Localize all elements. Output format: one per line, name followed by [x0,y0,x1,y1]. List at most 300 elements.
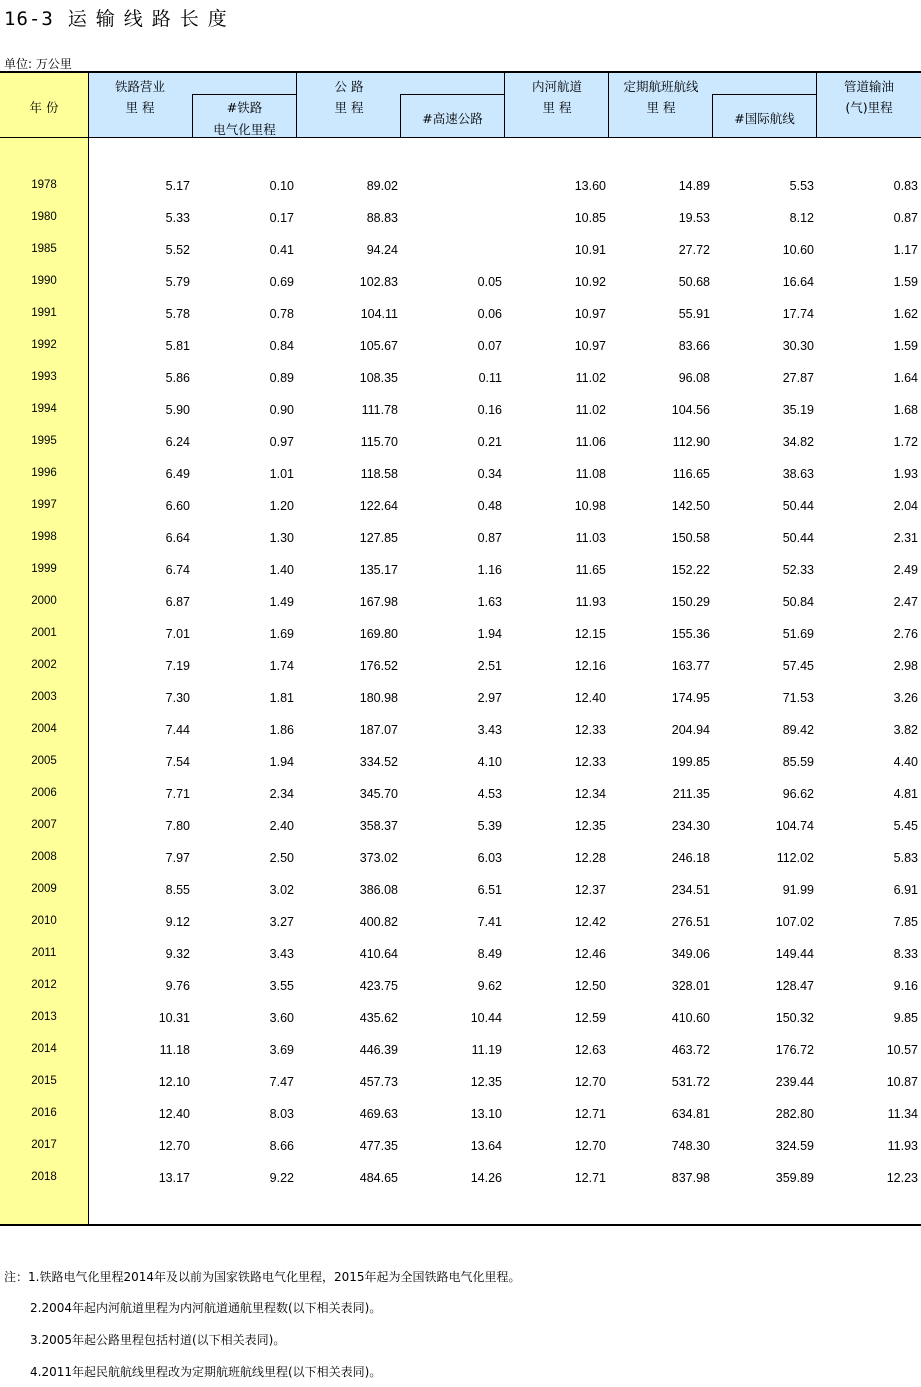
table-row [0,211,921,231]
inland-waterway-cell: 12.34 [574,787,606,801]
road-length-cell: 187.07 [359,723,398,737]
year-cell: 1994 [31,403,57,415]
rail-length-cell: 9.32 [165,947,190,961]
expressway-cell: 13.64 [470,1139,502,1153]
air-international-cell: 16.64 [782,275,814,289]
expressway-cell: 1.94 [477,627,502,641]
header-rail-elec-top: #铁路 [226,100,263,115]
expressway-cell: 1.16 [477,563,502,577]
year-cell: 1993 [31,371,57,383]
air-route-cell: 634.81 [671,1107,710,1121]
year-cell: 1996 [31,467,57,479]
air-international-cell: 85.59 [782,755,814,769]
table-title: 运输线路长度 [67,8,236,30]
inland-waterway-cell: 12.42 [574,915,606,929]
inland-waterway-cell: 11.93 [575,595,606,609]
road-length-cell: 169.80 [359,627,398,641]
rail-length-cell: 8.55 [165,883,190,897]
road-length-cell: 457.73 [359,1075,398,1089]
rail-electrified-cell: 1.49 [269,595,294,609]
pipeline-cell: 1.93 [893,467,918,481]
rail-electrified-cell: 1.69 [269,627,294,641]
air-route-cell: 27.72 [678,243,710,257]
air-international-cell: 176.72 [775,1043,814,1057]
rail-length-cell: 5.81 [165,339,190,353]
air-international-cell: 89.42 [782,723,814,737]
rail-electrified-cell: 0.10 [269,179,294,193]
header-mid-rule-road [401,94,504,95]
table-row [0,947,921,967]
air-route-cell: 328.01 [671,979,710,993]
rail-length-cell: 6.60 [165,499,190,513]
rail-electrified-cell: 2.50 [269,851,294,865]
inland-waterway-cell: 10.97 [574,307,606,321]
table-row [0,979,921,999]
road-length-cell: 446.39 [359,1043,398,1057]
rail-electrified-cell: 1.81 [269,691,294,705]
expressway-cell: 0.05 [477,275,502,289]
pipeline-cell: 0.87 [893,211,918,225]
rail-length-cell: 6.87 [165,595,190,609]
rail-electrified-cell: 0.41 [269,243,294,257]
air-international-cell: 150.32 [775,1011,814,1025]
rail-electrified-cell: 0.78 [269,307,294,321]
rail-length-cell: 9.12 [165,915,190,929]
road-length-cell: 89.02 [366,179,398,193]
year-cell: 2005 [31,755,57,767]
pipeline-cell: 7.85 [893,915,918,929]
rail-electrified-cell: 3.60 [269,1011,294,1025]
road-length-cell: 334.52 [359,755,398,769]
rail-length-cell: 7.80 [165,819,190,833]
unit-label: 单位: 万公里 [4,57,72,71]
expressway-cell: 0.48 [477,499,502,513]
table-row [0,755,921,775]
table-row [0,1171,921,1191]
road-length-cell: 410.64 [359,947,398,961]
air-international-cell: 282.80 [775,1107,814,1121]
air-international-cell: 91.99 [782,883,814,897]
air-route-cell: 204.94 [671,723,710,737]
air-route-cell: 211.35 [672,787,710,801]
year-cell: 2001 [31,627,57,639]
year-cell: 1990 [31,275,57,287]
inland-waterway-cell: 12.71 [574,1107,606,1121]
inland-waterway-cell: 11.03 [575,531,606,545]
year-cell: 2008 [31,851,57,863]
rail-length-cell: 11.18 [159,1043,190,1057]
air-route-cell: 116.65 [672,467,710,481]
air-route-cell: 83.66 [678,339,710,353]
year-cell: 2017 [31,1139,57,1151]
air-international-cell: 50.44 [782,531,814,545]
rail-length-cell: 6.49 [165,467,190,481]
table-row [0,435,921,455]
year-cell: 2018 [31,1171,57,1183]
pipeline-cell: 8.33 [893,947,918,961]
year-cell: 2011 [31,947,57,959]
header-year: 年 份 [29,100,59,115]
pipeline-cell: 5.83 [893,851,918,865]
rail-electrified-cell: 3.69 [269,1043,294,1057]
pipeline-cell: 9.16 [893,979,918,993]
inland-waterway-cell: 12.50 [574,979,606,993]
air-route-cell: 837.98 [671,1171,710,1185]
expressway-cell: 12.35 [470,1075,502,1089]
page-title [4,4,236,31]
inland-waterway-cell: 12.59 [574,1011,606,1025]
rail-length-cell: 7.54 [165,755,190,769]
table-row [0,595,921,615]
expressway-cell: 0.21 [477,435,502,449]
rail-length-cell: 7.19 [165,659,190,673]
expressway-cell: 0.16 [477,403,502,417]
inland-waterway-cell: 10.91 [574,243,606,257]
air-international-cell: 51.69 [782,627,814,641]
table-row [0,371,921,391]
year-cell: 1995 [31,435,57,447]
air-route-cell: 174.95 [671,691,710,705]
header-divider-7 [816,72,817,138]
header-expressway: #高速公路 [422,111,483,126]
air-international-cell: 359.89 [775,1171,814,1185]
table-row [0,1107,921,1127]
year-cell: 2000 [31,595,57,607]
air-international-cell: 96.62 [782,787,814,801]
air-route-cell: 748.30 [671,1139,710,1153]
table-row [0,339,921,359]
air-route-cell: 96.08 [678,371,710,385]
table-row [0,1011,921,1031]
note-4: 4.2011年起民航航线里程改为定期航班航线里程(以下相关表同)。 [30,1365,382,1379]
header-divider-3 [400,94,401,138]
table-row [0,1139,921,1159]
rail-electrified-cell: 0.90 [269,403,294,417]
road-length-cell: 167.98 [359,595,398,609]
rail-electrified-cell: 9.22 [269,1171,294,1185]
pipeline-cell: 10.87 [886,1075,918,1089]
road-length-cell: 122.64 [359,499,398,513]
air-route-cell: 19.53 [678,211,710,225]
inland-waterway-cell: 12.15 [574,627,606,641]
air-route-cell: 155.36 [671,627,710,641]
air-international-cell: 5.53 [789,179,814,193]
table-row [0,819,921,839]
air-international-cell: 149.44 [775,947,814,961]
header-air-intl: #国际航线 [734,111,795,126]
inland-waterway-cell: 12.63 [574,1043,606,1057]
inland-waterway-cell: 11.06 [575,435,606,449]
road-length-cell: 435.62 [359,1011,398,1025]
pipeline-cell: 1.59 [893,339,918,353]
air-international-cell: 38.63 [782,467,814,481]
header-bottom-rule [0,137,921,138]
air-route-cell: 246.18 [671,851,710,865]
rail-electrified-cell: 1.01 [269,467,294,481]
inland-waterway-cell: 10.92 [574,275,606,289]
air-international-cell: 35.19 [782,403,814,417]
rail-length-cell: 5.79 [165,275,190,289]
air-route-cell: 199.85 [671,755,710,769]
air-international-cell: 324.59 [775,1139,814,1153]
expressway-cell: 1.63 [477,595,502,609]
rail-electrified-cell: 0.69 [269,275,294,289]
air-route-cell: 142.50 [671,499,710,513]
inland-waterway-cell: 12.37 [574,883,606,897]
inland-waterway-cell: 12.70 [574,1139,606,1153]
rail-length-cell: 7.44 [165,723,190,737]
header-divider-4 [504,72,505,138]
table-row [0,467,921,487]
rail-electrified-cell: 0.97 [269,435,294,449]
header-rail-top: 铁路营业 [114,79,165,94]
pipeline-cell: 5.45 [893,819,918,833]
inland-waterway-cell: 12.35 [574,819,606,833]
air-international-cell: 128.47 [775,979,814,993]
rail-length-cell: 6.74 [165,563,190,577]
air-international-cell: 104.74 [775,819,814,833]
inland-waterway-cell: 12.16 [574,659,606,673]
header-mid-rule-air [713,94,816,95]
table-row [0,787,921,807]
rail-length-cell: 12.70 [158,1139,190,1153]
rail-length-cell: 7.97 [165,851,190,865]
table-row [0,499,921,519]
table-row [0,1043,921,1063]
air-international-cell: 30.30 [782,339,814,353]
pipeline-cell: 9.85 [893,1011,918,1025]
year-cell: 1980 [31,211,57,223]
rail-electrified-cell: 8.66 [269,1139,294,1153]
rail-electrified-cell: 3.02 [269,883,294,897]
rail-electrified-cell: 8.03 [269,1107,294,1121]
year-cell: 2016 [31,1107,57,1119]
rail-electrified-cell: 3.43 [269,947,294,961]
inland-waterway-cell: 12.33 [574,723,606,737]
rail-electrified-cell: 3.27 [269,915,294,929]
air-route-cell: 14.89 [678,179,710,193]
header-divider-6 [712,94,713,138]
road-length-cell: 108.35 [359,371,398,385]
expressway-cell: 0.06 [477,307,502,321]
header-pipe-top: 管道输油 [843,79,894,94]
rail-length-cell: 7.71 [165,787,190,801]
air-route-cell: 50.68 [678,275,710,289]
air-international-cell: 34.82 [782,435,814,449]
road-length-cell: 423.75 [359,979,398,993]
air-route-cell: 234.30 [671,819,710,833]
expressway-cell: 3.43 [477,723,502,737]
year-cell: 1999 [31,563,57,575]
year-cell: 2013 [31,1011,57,1023]
year-cell: 2002 [31,659,57,671]
road-length-cell: 358.37 [359,819,398,833]
expressway-cell: 14.26 [470,1171,502,1185]
air-route-cell: 55.91 [678,307,710,321]
pipeline-cell: 1.68 [893,403,918,417]
rail-electrified-cell: 1.74 [269,659,294,673]
table-row [0,915,921,935]
header-mid-rule-rail [193,94,296,95]
pipeline-cell: 2.47 [893,595,918,609]
road-length-cell: 484.65 [359,1171,398,1185]
pipeline-cell: 10.57 [886,1043,918,1057]
header-divider-5 [608,72,609,138]
rail-length-cell: 7.01 [165,627,190,641]
pipeline-cell: 6.91 [893,883,918,897]
pipeline-cell: 2.31 [893,531,918,545]
year-cell: 2014 [31,1043,57,1055]
road-length-cell: 135.17 [359,563,398,577]
road-length-cell: 373.02 [359,851,398,865]
rail-electrified-cell: 7.47 [269,1075,294,1089]
header-air-top: 定期航班航线 [623,79,699,94]
inland-waterway-cell: 10.97 [574,339,606,353]
pipeline-cell: 11.93 [887,1139,918,1153]
rail-electrified-cell: 0.17 [269,211,294,225]
rail-electrified-cell: 1.86 [269,723,294,737]
header-inland-sub: 里 程 [542,100,572,115]
table-bottom-rule [0,1224,921,1226]
rail-length-cell: 5.90 [165,403,190,417]
pipeline-cell: 3.26 [893,691,918,705]
year-cell: 2003 [31,691,57,703]
expressway-cell: 9.62 [477,979,502,993]
pipeline-cell: 0.83 [893,179,918,193]
rail-electrified-cell: 1.20 [269,499,294,513]
inland-waterway-cell: 11.02 [575,371,606,385]
header-air-sub: 里 程 [646,100,676,115]
road-length-cell: 102.83 [359,275,398,289]
rail-length-cell: 6.24 [165,435,190,449]
expressway-cell: 4.53 [477,787,502,801]
table-row [0,307,921,327]
rail-length-cell: 10.31 [158,1011,190,1025]
table-row [0,723,921,743]
table-row [0,275,921,295]
rail-length-cell: 13.17 [158,1171,190,1185]
header-road-top: 公 路 [334,79,364,94]
inland-waterway-cell: 12.71 [574,1171,606,1185]
air-route-cell: 163.77 [671,659,710,673]
year-cell: 2009 [31,883,57,895]
rail-electrified-cell: 1.40 [269,563,294,577]
expressway-cell: 10.44 [470,1011,502,1025]
pipeline-cell: 2.76 [893,627,918,641]
year-cell: 2006 [31,787,57,799]
expressway-cell: 0.34 [477,467,502,481]
air-route-cell: 531.72 [671,1075,710,1089]
expressway-cell: 8.49 [477,947,502,961]
year-cell: 2010 [31,915,57,927]
pipeline-cell: 1.17 [893,243,918,257]
pipeline-cell: 4.81 [893,787,918,801]
air-route-cell: 112.90 [672,435,710,449]
year-cell: 2015 [31,1075,57,1087]
pipeline-cell: 1.64 [893,371,918,385]
rail-electrified-cell: 3.55 [269,979,294,993]
expressway-cell: 0.11 [478,371,502,385]
table-row [0,883,921,903]
header-divider-2 [296,72,297,138]
pipeline-cell: 2.98 [893,659,918,673]
expressway-cell: 2.97 [477,691,502,705]
inland-waterway-cell: 10.98 [574,499,606,513]
table-row [0,403,921,423]
pipeline-cell: 4.40 [893,755,918,769]
road-length-cell: 88.83 [366,211,398,225]
header-pipe-sub: (气)里程 [845,100,893,115]
expressway-cell: 0.87 [477,531,502,545]
table-row [0,627,921,647]
road-length-cell: 94.24 [366,243,398,257]
table-number: 16-3 [4,8,54,30]
inland-waterway-cell: 11.08 [575,467,606,481]
pipeline-cell: 1.72 [893,435,918,449]
year-cell: 1997 [31,499,57,511]
pipeline-cell: 1.59 [893,275,918,289]
air-international-cell: 71.53 [782,691,814,705]
air-route-cell: 349.06 [671,947,710,961]
expressway-cell: 6.51 [477,883,502,897]
expressway-cell: 0.07 [477,339,502,353]
rail-electrified-cell: 2.40 [269,819,294,833]
rail-length-cell: 5.86 [165,371,190,385]
inland-waterway-cell: 12.28 [574,851,606,865]
road-length-cell: 127.85 [359,531,398,545]
air-international-cell: 57.45 [782,659,814,673]
header-divider-1 [192,94,193,138]
air-international-cell: 112.02 [776,851,814,865]
pipeline-cell: 1.62 [893,307,918,321]
inland-waterway-cell: 10.85 [574,211,606,225]
rail-length-cell: 6.64 [165,531,190,545]
inland-waterway-cell: 11.65 [575,563,606,577]
expressway-cell: 4.10 [477,755,502,769]
note-1: 注：1.铁路电气化里程2014年及以前为国家铁路电气化里程，2015年起为全国铁路电气化里程。 [4,1270,521,1284]
road-length-cell: 345.70 [359,787,398,801]
road-length-cell: 118.58 [360,467,398,481]
road-length-cell: 105.67 [359,339,398,353]
rail-electrified-cell: 1.30 [269,531,294,545]
table-row [0,851,921,871]
note-3: 3.2005年起公路里程包括村道(以下相关表同)。 [30,1333,286,1347]
expressway-cell: 5.39 [477,819,502,833]
inland-waterway-cell: 11.02 [575,403,606,417]
road-length-cell: 469.63 [359,1107,398,1121]
air-route-cell: 150.58 [671,531,710,545]
rail-electrified-cell: 1.94 [269,755,294,769]
air-international-cell: 17.74 [782,307,814,321]
rail-length-cell: 7.30 [165,691,190,705]
year-cell: 1998 [31,531,57,543]
year-cell: 1991 [31,307,57,319]
header-inland-top: 内河航道 [531,79,582,94]
inland-waterway-cell: 12.70 [574,1075,606,1089]
air-international-cell: 52.33 [782,563,814,577]
air-international-cell: 10.60 [782,243,814,257]
table-row [0,243,921,263]
rail-electrified-cell: 2.34 [269,787,294,801]
inland-waterway-cell: 12.33 [574,755,606,769]
table-row [0,563,921,583]
air-international-cell: 27.87 [782,371,814,385]
air-international-cell: 239.44 [775,1075,814,1089]
road-length-cell: 180.98 [359,691,398,705]
pipeline-cell: 12.23 [886,1171,918,1185]
air-international-cell: 107.02 [775,915,814,929]
rail-length-cell: 12.10 [158,1075,190,1089]
